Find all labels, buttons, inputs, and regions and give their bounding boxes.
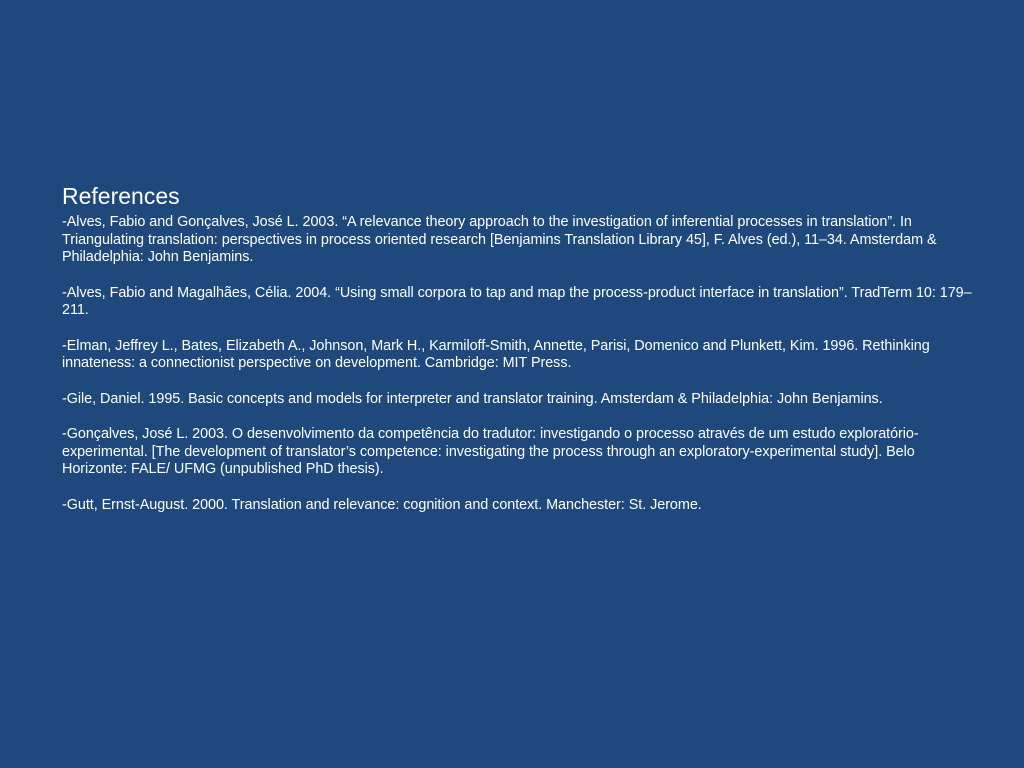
reference-item: -Gile, Daniel. 1995. Basic concepts and models for interpreter and translator training. Amsterdam & Philadelphia: John Benjamins. — [62, 390, 883, 407]
slide-title: References — [62, 183, 180, 209]
reference-item: -Gonçalves, José L. 2003. O desenvolvimento da competência do tradutor: investigando o processo através de um estudo exploratório-experimental. [The development of translator’s competence: investigating the process through an exploratory-experimental study]. Belo Horizonte: FALE/ UFMG (unpublished PhD thesis). — [62, 426, 919, 477]
reference-item: -Elman, Jeffrey L., Bates, Elizabeth A., Johnson, Mark H., Karmiloff-Smith, Annette, Parisi, Domenico and Plunkett, Kim. 1996. Rethinking innateness: a connectionist perspective on development. Cambridge: MIT Press. — [62, 337, 930, 371]
references-block — [62, 182, 972, 532]
reference-item: -Gutt, Ernst-August. 2000. Translation and relevance: cognition and context. Manchester: St. Jerome. — [62, 496, 702, 513]
reference-item: -Alves, Fabio and Magalhães, Célia. 2004. “Using small corpora to tap and map the process-product interface in translation”. TradTerm 10: 179–211. — [62, 284, 972, 318]
reference-item: -Alves, Fabio and Gonçalves, José L. 2003. “A relevance theory approach to the investigation of inferential processes in translation”. In Triangulating translation: perspectives in process oriented research [Benjamins Translation Library 45], F. Alves (ed.), 11–34. Amsterdam & Philadelphia: John Benjamins. — [62, 214, 937, 265]
